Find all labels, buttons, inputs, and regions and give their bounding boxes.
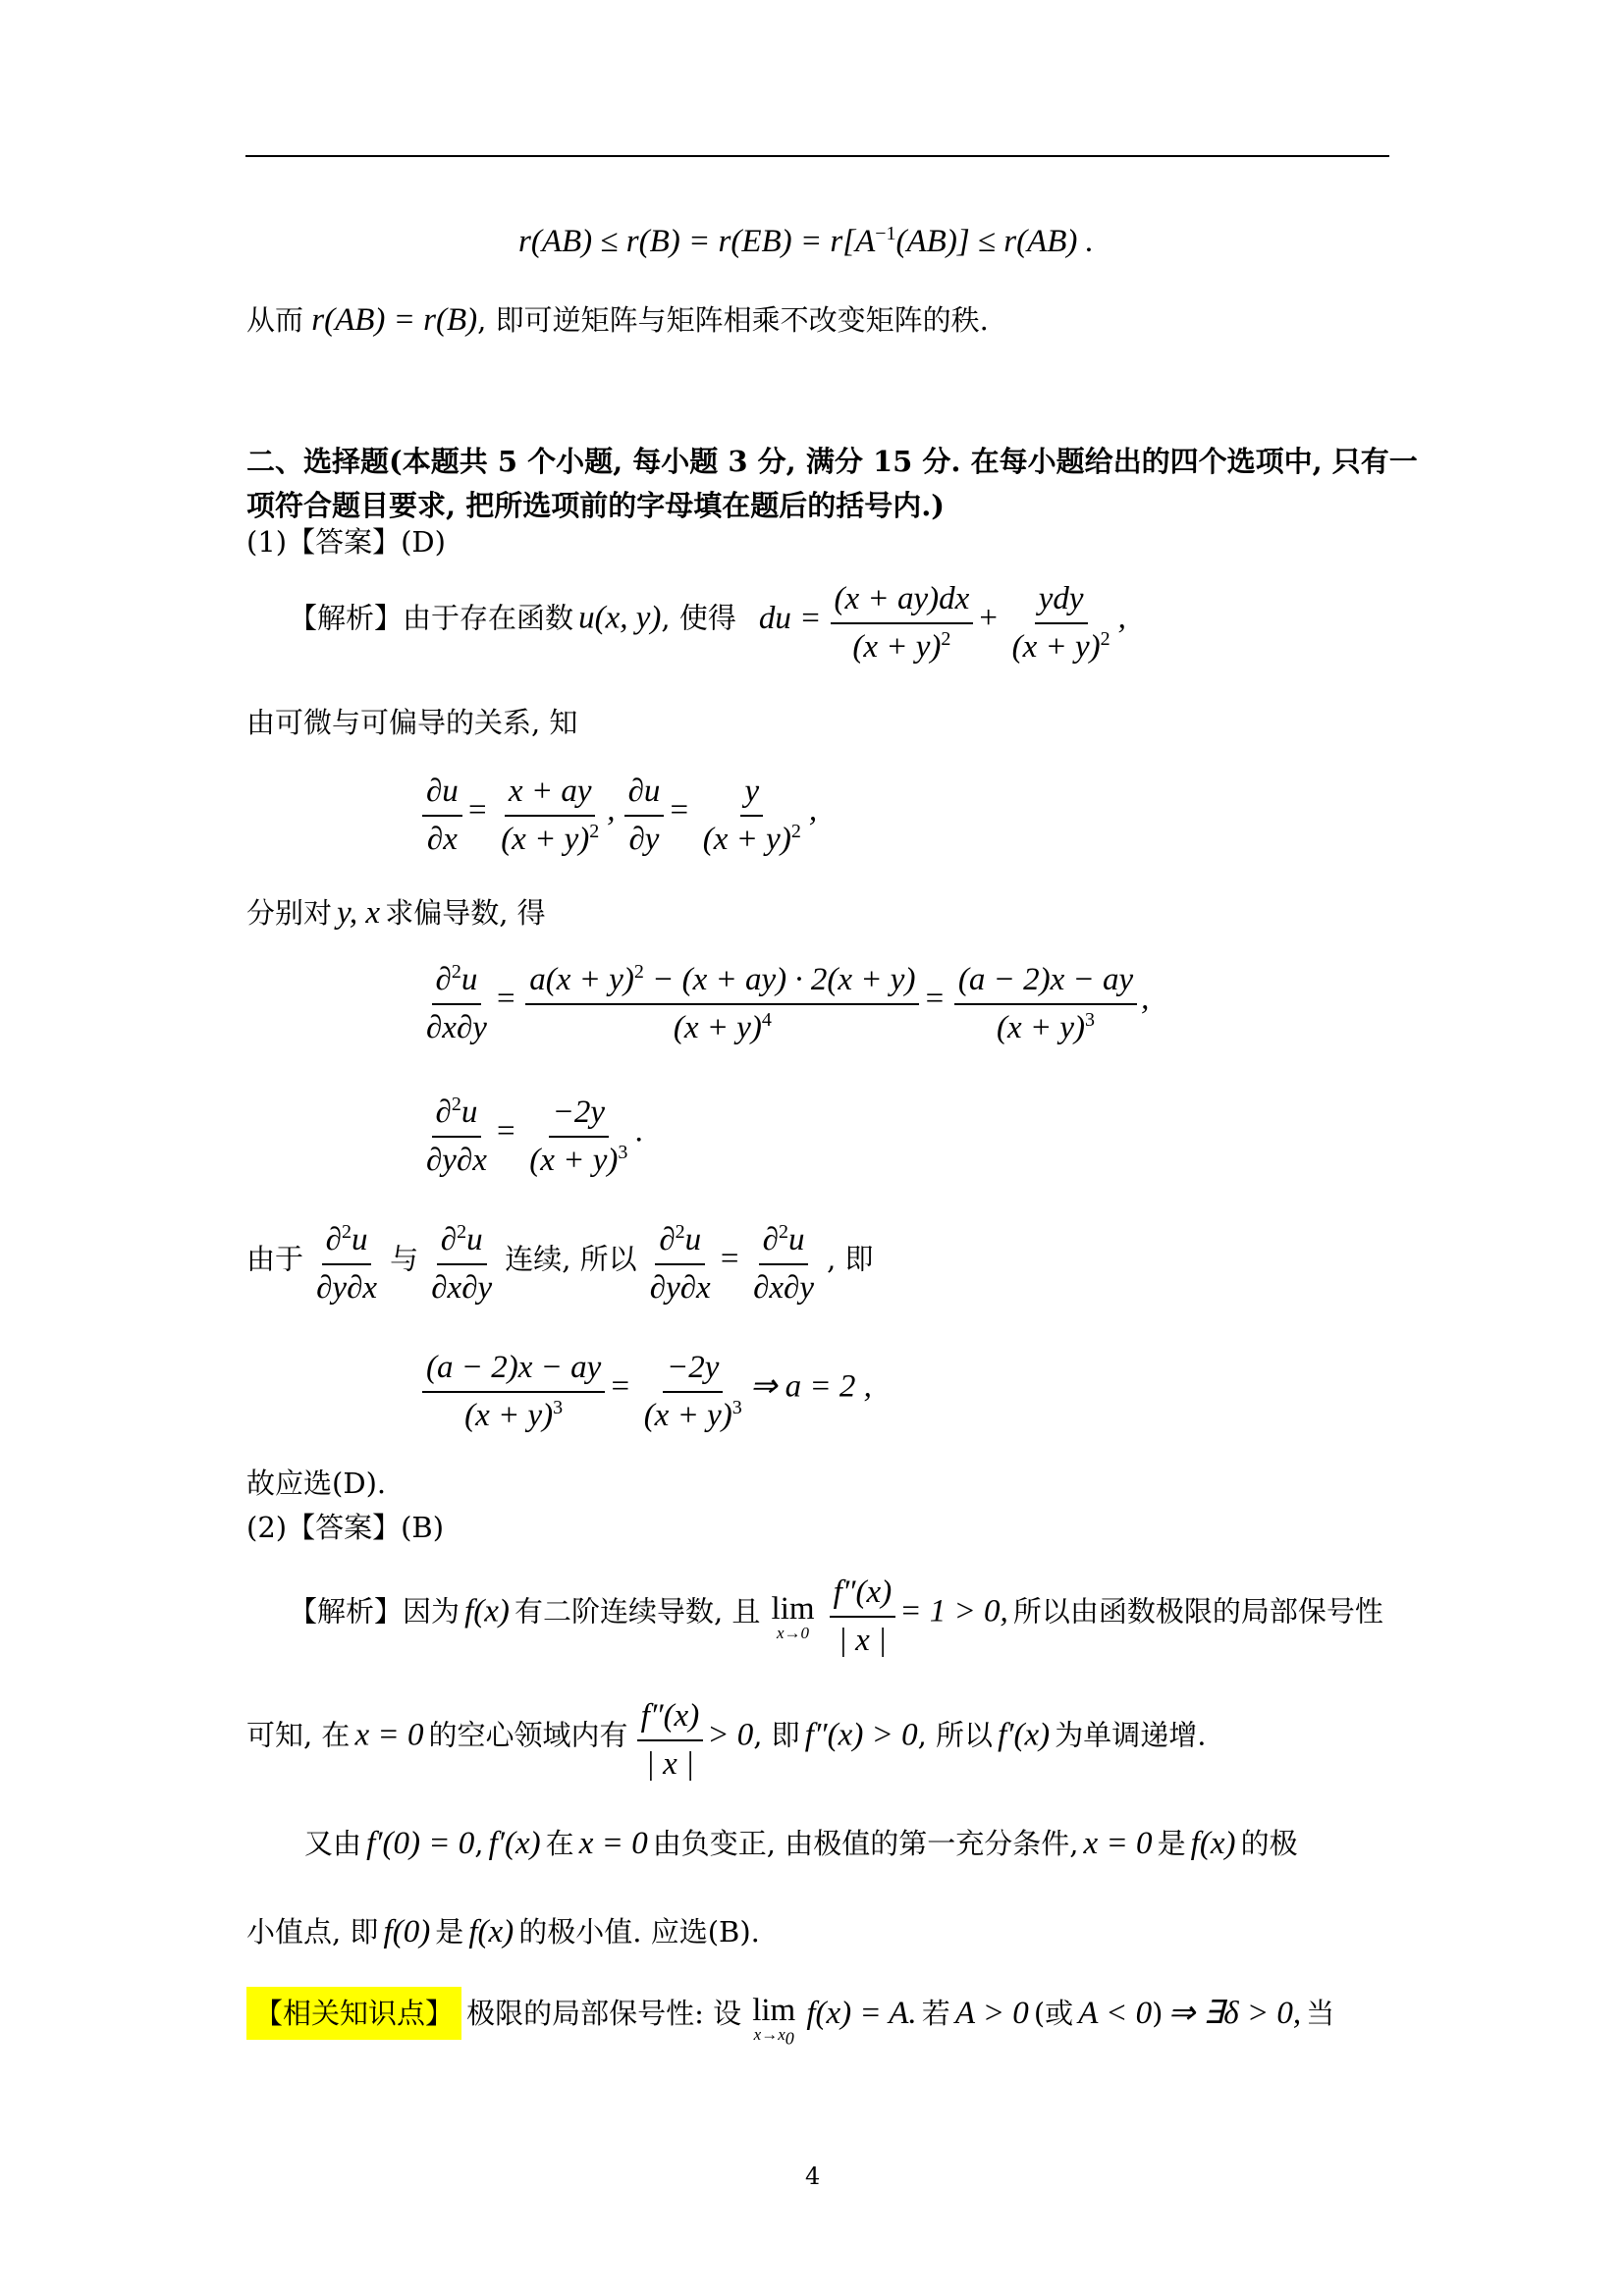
q2-again6: 的极 [1240, 1827, 1298, 1860]
q2-again5: 是 [1157, 1827, 1186, 1860]
q2-conclusion3: 的极小值. 应选(B). [518, 1915, 760, 1949]
q1-since-and: 与 [390, 1242, 419, 1276]
q1-since-cont: 连续, 所以 [505, 1242, 637, 1276]
q2-known3: , 即 [753, 1718, 800, 1752]
related-text4: ) [1152, 1997, 1164, 2030]
q2-again4: 由负变正, 由极值的第一充分条件, [652, 1827, 1079, 1860]
q2-lead2: 有二阶连续导数, 且 [514, 1594, 761, 1629]
q1-continuity: 由于 $\frac{\partial^2u}{\partial y\partial x}$ 与 $\frac{\partial^2u}{\partial x\partial y}$ 连续, 所以 $\frac{\partial^2u}{\partial y\partial x}$ = $\frac{\partial^2u}{\partial x\partial y}$ , 即 [246, 1221, 874, 1306]
q2-known4: , 所以 [917, 1718, 994, 1752]
q1-since-post: , 即 [827, 1242, 874, 1276]
q2-answer: (2)【答案】(B) [246, 1511, 445, 1544]
rank-conclusion-post: , 即可逆矩阵与矩阵相乘不改变矩阵的秩. [477, 303, 989, 337]
related-text2: 若 [921, 1997, 950, 2030]
related-knowledge: 【相关知识点】 极限的局部保号性: 设 lim x→x0 f(x) = A. 若 A > 0 (或 A < 0) ⇒ ∃δ > 0, 当 [246, 1993, 1334, 2045]
section-heading-line1: 二、选择题(本题共 5 个小题, 每小题 3 分, 满分 15 分. 在每小题给出的四个选项中, 只有一 [246, 445, 1418, 478]
q1-partial-pre: 分别对 [246, 896, 333, 930]
q2-again-pre: 又由 [304, 1827, 362, 1860]
rank-conclusion-pre: 从而 [246, 303, 304, 337]
section-heading-line2: 项符合题目要求, 把所选项前的字母填在题后的括号内.) [246, 489, 946, 522]
related-text3: (或 [1033, 1997, 1074, 2030]
related-tag: 【相关知识点】 [246, 1987, 461, 2040]
q1-analysis-lead: 【解析】由于存在函数 [289, 601, 574, 635]
related-text: 极限的局部保号性: 设 [466, 1997, 742, 2030]
rank-conclusion: 从而 r(AB) = r(B), 即可逆矩阵与矩阵相乘不改变矩阵的秩. [246, 302, 989, 338]
q2-lead3: 所以由函数极限的局部保号性 [1012, 1594, 1383, 1629]
q1-since-pre: 由于 [246, 1242, 304, 1276]
q2-again3: 在 [545, 1827, 574, 1860]
q1-answer: (1)【答案】(D) [246, 525, 446, 559]
q2-conclusion-pre: 小值点, 即 [246, 1915, 379, 1949]
q1-analysis-mid: , 使得 [661, 601, 736, 635]
q1-second-partial-xy: $\frac{\partial^2u}{\partial x\partial y}$ = $\frac{a(x + y)^2 - (x + ay) \cdot 2(x + y)}{(x + y)^4}$ = $\frac{(a - 2)x - ay}{(x + y)^3}$ , [426, 961, 1150, 1045]
q2-again: 又由 f′(0) = 0, f′(x) 在 x = 0 由负变正, 由极值的第一充分条件, x = 0 是 f(x) 的极 [304, 1826, 1298, 1861]
q1-relation: 由可微与可偏导的关系, 知 [246, 706, 578, 739]
q2-known2: 的空心领域内有 [428, 1718, 628, 1752]
page-number: 4 [805, 2163, 821, 2190]
related-text5: 当 [1306, 1997, 1335, 2030]
q1-choose: 故应选(D). [246, 1467, 387, 1500]
q2-known: 可知, 在 x = 0 的空心领域内有 $\frac{f''(x)}{| x |}$ > 0, 即 f″(x) > 0, 所以 f′(x) 为单调递增. [246, 1698, 1207, 1782]
q2-conclusion2: 是 [435, 1915, 464, 1949]
q1-partial-intro: 分别对 y, x 求偏导数, 得 [246, 895, 546, 931]
q1-partial-post: 求偏导数, 得 [385, 896, 546, 930]
q2-conclusion: 小值点, 即 f(0) 是 f(x) 的极小值. 应选(B). [246, 1914, 760, 1949]
q2-again2: , [474, 1827, 484, 1860]
q2-lead: 【解析】因为 [289, 1594, 460, 1629]
rank-equation: $r(AB) \le r(B) = r(EB) = r[A^{-1}(AB)] \le r(AB)$ . [518, 223, 1094, 259]
q2-analysis: 【解析】因为 f(x) 有二阶连续导数, 且 lim x→0 $\frac{f''(x)}{| x |}$ = 1 > 0, 所以由函数极限的局部保号性 [289, 1575, 1383, 1658]
q2-known-pre: 可知, 在 [246, 1718, 351, 1752]
q1-first-partials: $\frac{\partial u}{\partial x}$ = $\frac{x + ay}{(x + y)^2}$ , $\frac{\partial u}{\partial y}$ = $\frac{y}{(x + y)^2}$ , [418, 774, 817, 858]
q2-known5: 为单调递增. [1055, 1718, 1207, 1752]
q1-second-partial-yx: $\frac{\partial^2u}{\partial y\partial x}$ = $\frac{-2y}{(x + y)^3}$ . [426, 1094, 644, 1178]
header-rule [245, 155, 1389, 157]
q1-analysis: 【解析】由于存在函数 u(x, y), 使得 du = $\frac{(x + ay)dx}{(x + y)^2}$ + $\frac{\text{ydy}}{(x + y)^2}$ , [289, 581, 1126, 665]
q1-result: $\frac{(a - 2)x - ay}{(x + y)^3}$ = $\frac{-2y}{(x + y)^3}$ ⇒ a = 2 , [418, 1350, 872, 1434]
